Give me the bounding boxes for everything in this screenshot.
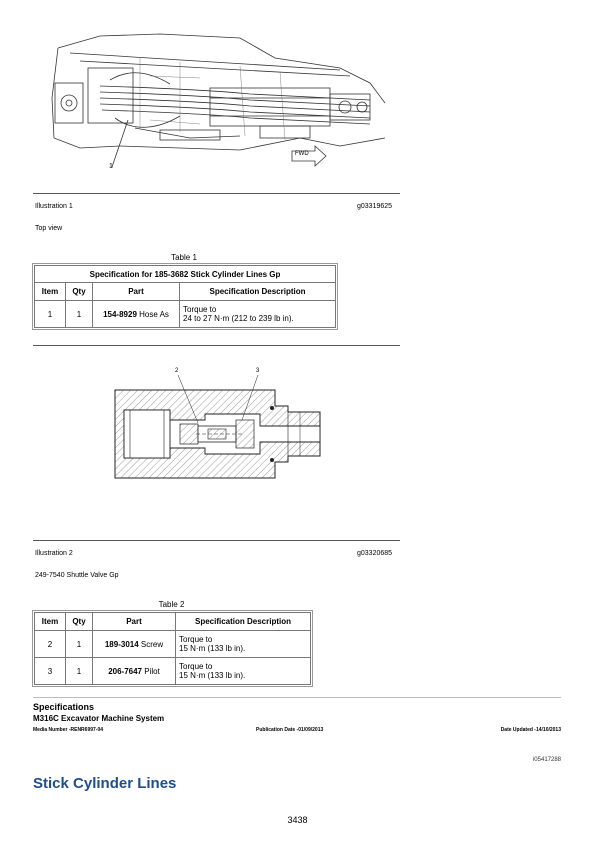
illustration-2-label: Illustration 2 xyxy=(35,550,73,557)
column-header: Part xyxy=(93,613,176,631)
part-cell xyxy=(93,631,176,658)
spec-line: Torque to xyxy=(179,635,213,644)
table-row xyxy=(35,658,311,685)
spec-cell xyxy=(180,301,336,328)
divider xyxy=(33,345,400,346)
illustration-2-code: g03320685 xyxy=(357,550,393,557)
item-cell: 1 xyxy=(35,301,66,328)
part-cell xyxy=(93,301,180,328)
part-number: 154-8929 xyxy=(103,309,137,319)
qty-cell: 1 xyxy=(66,301,93,328)
part-name: Pilot xyxy=(144,666,160,676)
table-1-frame xyxy=(32,263,338,330)
illustration-1-callout: 1 xyxy=(109,163,113,170)
spec-cell xyxy=(176,631,311,658)
illustration-1-caption: Top view xyxy=(35,225,63,232)
column-header: Item xyxy=(35,613,66,631)
divider xyxy=(33,540,400,541)
fwd-label: FWD xyxy=(295,151,309,157)
part-name: Screw xyxy=(140,639,164,649)
spec-line: 15 N·m (133 lb in). xyxy=(179,644,246,653)
part-cell xyxy=(93,658,176,685)
table-2-header-row xyxy=(35,613,311,631)
spec-line: Torque to xyxy=(183,305,217,314)
illustration-2-callout-3: 3 xyxy=(256,368,260,374)
table-2 xyxy=(34,612,311,685)
page-title: Stick Cylinder Lines xyxy=(33,775,177,792)
column-header: Item xyxy=(35,283,66,301)
table-1-heading-row xyxy=(35,266,336,283)
column-header: Specification Description xyxy=(180,283,336,301)
page-number: 3438 xyxy=(287,815,308,825)
qty-cell: 1 xyxy=(66,631,93,658)
machine-system: M316C Excavator Machine System xyxy=(33,714,165,723)
media-number: Media Number -RENR6997-04 xyxy=(33,727,104,733)
illustration-1-drawing xyxy=(40,28,395,178)
column-header: Qty xyxy=(66,283,93,301)
part-number: 206-7647 xyxy=(108,666,142,676)
table-2-frame xyxy=(32,610,313,687)
spec-line: 15 N·m (133 lb in). xyxy=(179,671,246,680)
item-cell: 2 xyxy=(35,631,66,658)
table-2-title: Table 2 xyxy=(158,600,185,609)
spec-line: 24 to 27 N·m (212 to 239 lb in). xyxy=(183,314,294,323)
column-header: Specification Description xyxy=(176,613,311,631)
document-id: i05417288 xyxy=(532,757,561,763)
spec-cell xyxy=(176,658,311,685)
table-1-heading: Specification for 185-3682 Stick Cylinder Lines Gp xyxy=(35,266,336,283)
illustration-2-callout-2: 2 xyxy=(175,368,179,374)
illustration-1-label: Illustration 1 xyxy=(35,203,73,210)
illustration-2-caption: 249-7540 Shuttle Valve Gp xyxy=(35,572,119,579)
qty-cell: 1 xyxy=(66,658,93,685)
part-name: Hose As xyxy=(139,309,169,319)
column-header: Part xyxy=(93,283,180,301)
part-number: 189-3014 xyxy=(104,639,139,649)
item-cell: 3 xyxy=(35,658,66,685)
divider xyxy=(33,193,400,194)
table-1-title: Table 1 xyxy=(171,253,197,262)
section-heading: Specifications xyxy=(33,702,95,712)
illustration-1-code: g03319625 xyxy=(357,203,393,210)
table-1 xyxy=(34,265,336,328)
illustration-2-drawing xyxy=(110,368,330,498)
table-1-header-row xyxy=(35,283,336,301)
table-row xyxy=(35,301,336,328)
section-rule xyxy=(33,697,561,698)
spec-line: Torque to xyxy=(179,662,213,671)
date-updated: Date Updated -14/10/2013 xyxy=(500,727,561,733)
publication-date: Publication Date -01/09/2013 xyxy=(256,727,324,733)
column-header: Qty xyxy=(66,613,93,631)
table-row xyxy=(35,631,311,658)
